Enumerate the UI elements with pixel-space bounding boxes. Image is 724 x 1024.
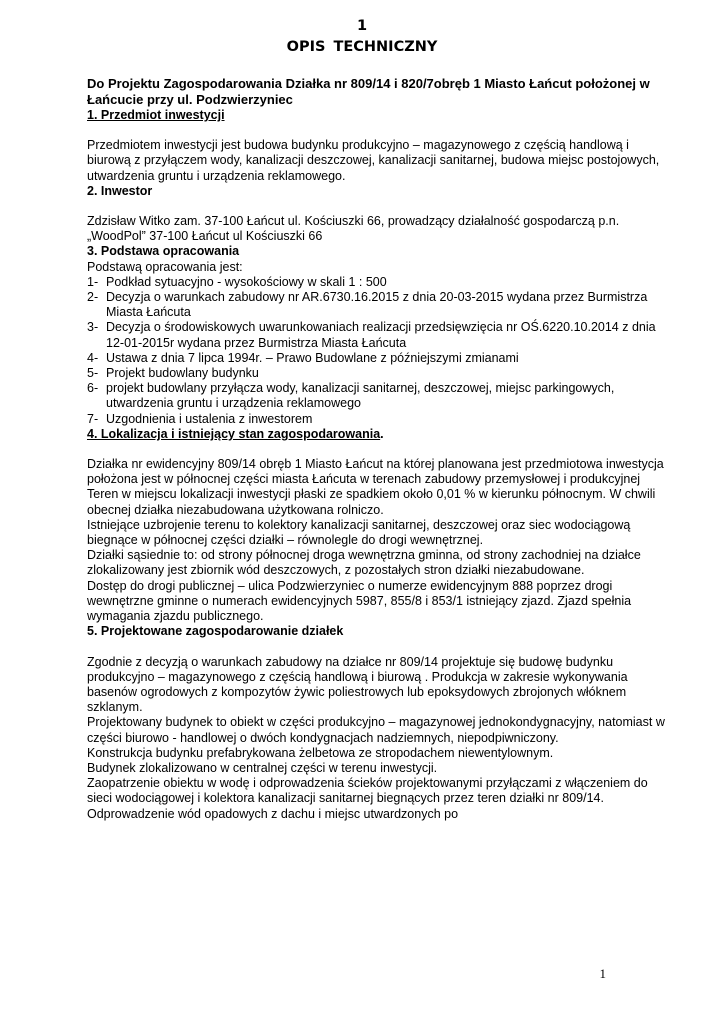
list-item bbox=[87, 351, 667, 366]
list-item-text: Podkład sytuacyjno - wysokościowy w skali 1 : 500 bbox=[106, 274, 387, 289]
section-2-body: Zdzisław Witko zam. 37-100 Łańcut ul. Kościuszki 66, prowadzący działalność gospodarczą p.n. „WoodPol” 37-100 Łańcut ul Kościuszki 66 bbox=[87, 214, 620, 244]
list-item bbox=[87, 275, 667, 290]
list-item bbox=[87, 412, 667, 427]
section-4-heading-text: 4. Lokalizacja i istniejący stan zagospodarowania bbox=[87, 426, 381, 441]
list-item-number: 6- bbox=[87, 381, 99, 396]
section-2-heading: 2. Inwestor bbox=[87, 183, 153, 198]
list-item-text: Decyzja o środowiskowych uwarunkowaniach realizacji przedsięwzięcia nr OŚ.6220.10.2014 z dnia 12-01-2015r wydana przez Burmistrza Miasta Łańcuta bbox=[106, 320, 656, 350]
section-4-paragraph: Działki sąsiednie to: od strony północnej droga wewnętrzna gminna, od strony zachodniej na działce zlokalizowany jest zbiornik wód deszczowych, z pozostałych stron działki niezabudowane. bbox=[87, 548, 641, 578]
section-5-paragraph: Konstrukcja budynku prefabrykowana żelbetowa ze stropodachem niewentylownym. bbox=[87, 745, 554, 760]
section-1-body: Przedmiotem inwestycji jest budowa budynku produkcyjno – magazynowego z częścią handlową i biurową z przyłączem wody, kanalizacji deszczowej, kanalizacji sanitarnej, budowa miejsc postojowych, utwardzenia gruntu i urządzenia reklamowego. bbox=[87, 138, 660, 183]
section-4-paragraph: Dostęp do drogi publicznej – ulica Podzwierzyniec o numerze ewidencyjnym 888 poprzez drogi wewnętrzne gminne o numerach ewidencyjnych 5987, 855/8 i 853/1 istniejący zjazd. Zjazd spełnia wymagania zjazdu publicznego. bbox=[87, 578, 632, 624]
document-body bbox=[87, 76, 667, 822]
section-5-paragraph: Zgodnie z decyzją o warunkach zabudowy na działce nr 809/14 projektuje się budowę budynku produkcyjno – magazynowego z częścią handlową i biurową . Produkcja w zakresie wykonywania basenów ogrodowych z kompozytów żywic poliestrowych lub epoksydowych zbrojonych włóknem szklanym. bbox=[87, 654, 628, 715]
list-item-text: Ustawa z dnia 7 lipca 1994r. – Prawo Budowlane z późniejszymi zmianami bbox=[106, 350, 519, 365]
list-item bbox=[87, 381, 667, 411]
list-item-number: 2- bbox=[87, 290, 99, 305]
section-4-heading-suffix: . bbox=[380, 426, 384, 441]
section-3-heading: 3. Podstawa opracowania bbox=[87, 244, 240, 259]
list-item-number: 3- bbox=[87, 320, 99, 335]
section-3-intro: Podstawą opracowania jest: bbox=[87, 259, 243, 274]
list-item-number: 7- bbox=[87, 411, 99, 426]
document-title: OPIS TECHNICZNY bbox=[286, 39, 438, 55]
list-item-text: Projekt budowlany budynku bbox=[106, 366, 259, 381]
list-item bbox=[87, 366, 667, 381]
section-4-paragraph: Działka nr ewidencyjny 809/14 obręb 1 Miasto Łańcut na której planowana jest przedmiotowa inwestycja położona jest w północnej części miasta Łańcuta w terenach zabudowy przemysłowej i produkcyjnej bbox=[87, 457, 664, 487]
list-item-text: projekt budowlany przyłącza wody, kanalizacji sanitarnej, deszczowej, miejsc parkingowych, utwardzenia gruntu i urządzenia reklamowego bbox=[106, 381, 615, 411]
page-number-footer: 1 bbox=[599, 966, 606, 981]
list-item bbox=[87, 290, 667, 320]
section-5-heading: 5. Projektowane zagospodarowanie działek bbox=[87, 624, 344, 639]
basis-list bbox=[87, 275, 667, 427]
list-item-text: Uzgodnienia i ustalenia z inwestorem bbox=[106, 411, 313, 426]
section-5-paragraph: Projektowany budynek to obiekt w części produkcyjno – magazynowej jednokondygnacyjny, natomiast w części biurowo - handlowej o dwóch kondygnacjach nadziemnych, niepodpiwniczony. bbox=[87, 715, 665, 745]
list-item-number: 4- bbox=[87, 350, 99, 365]
section-4-paragraph: Teren w miejscu lokalizacji inwestycji płaski ze spadkiem około 0,01 % w kierunku północnym. W chwili obecnej działka niezabudowana użytkowana rolniczo. bbox=[87, 487, 656, 517]
section-5-paragraph: Budynek zlokalizowano w centralnej części w terenu inwestycji. bbox=[87, 760, 438, 775]
section-5-paragraph: Zaopatrzenie obiektu w wodę i odprowadzenia ścieków projektowanymi przyłączami z włączeniem do sieci wodociągowej i kolektora kanalizacji sanitarnej biegnących przez teren działki nr 809/14. Odprowadzenie wód opadowych z dachu i miejsc utwardzonych po bbox=[87, 776, 648, 821]
section-4-heading bbox=[87, 427, 667, 442]
list-item bbox=[87, 320, 667, 350]
section-4-paragraph: Istniejące uzbrojenie terenu to kolektory kanalizacji sanitarnej, deszczowej oraz siec wodociągową biegnące w północnej części działki – równolegle do drogi wewnętrznej. bbox=[87, 517, 631, 548]
page-number-top: 1 bbox=[356, 18, 368, 34]
section-1-heading: 1. Przedmiot inwestycji bbox=[87, 108, 225, 122]
list-item-text: Decyzja o warunkach zabudowy nr AR.6730.16.2015 z dnia 20-03-2015 wydana przez Burmistrza Miasta Łańcuta bbox=[106, 290, 648, 320]
project-subject: Do Projektu Zagospodarowania Działka nr 809/14 i 820/7obręb 1 Miasto Łańcut położonej w Łańcucie przy ul. Podzwierzyniec bbox=[87, 76, 650, 107]
list-item-number: 1- bbox=[87, 274, 99, 289]
list-item-number: 5- bbox=[87, 366, 99, 381]
